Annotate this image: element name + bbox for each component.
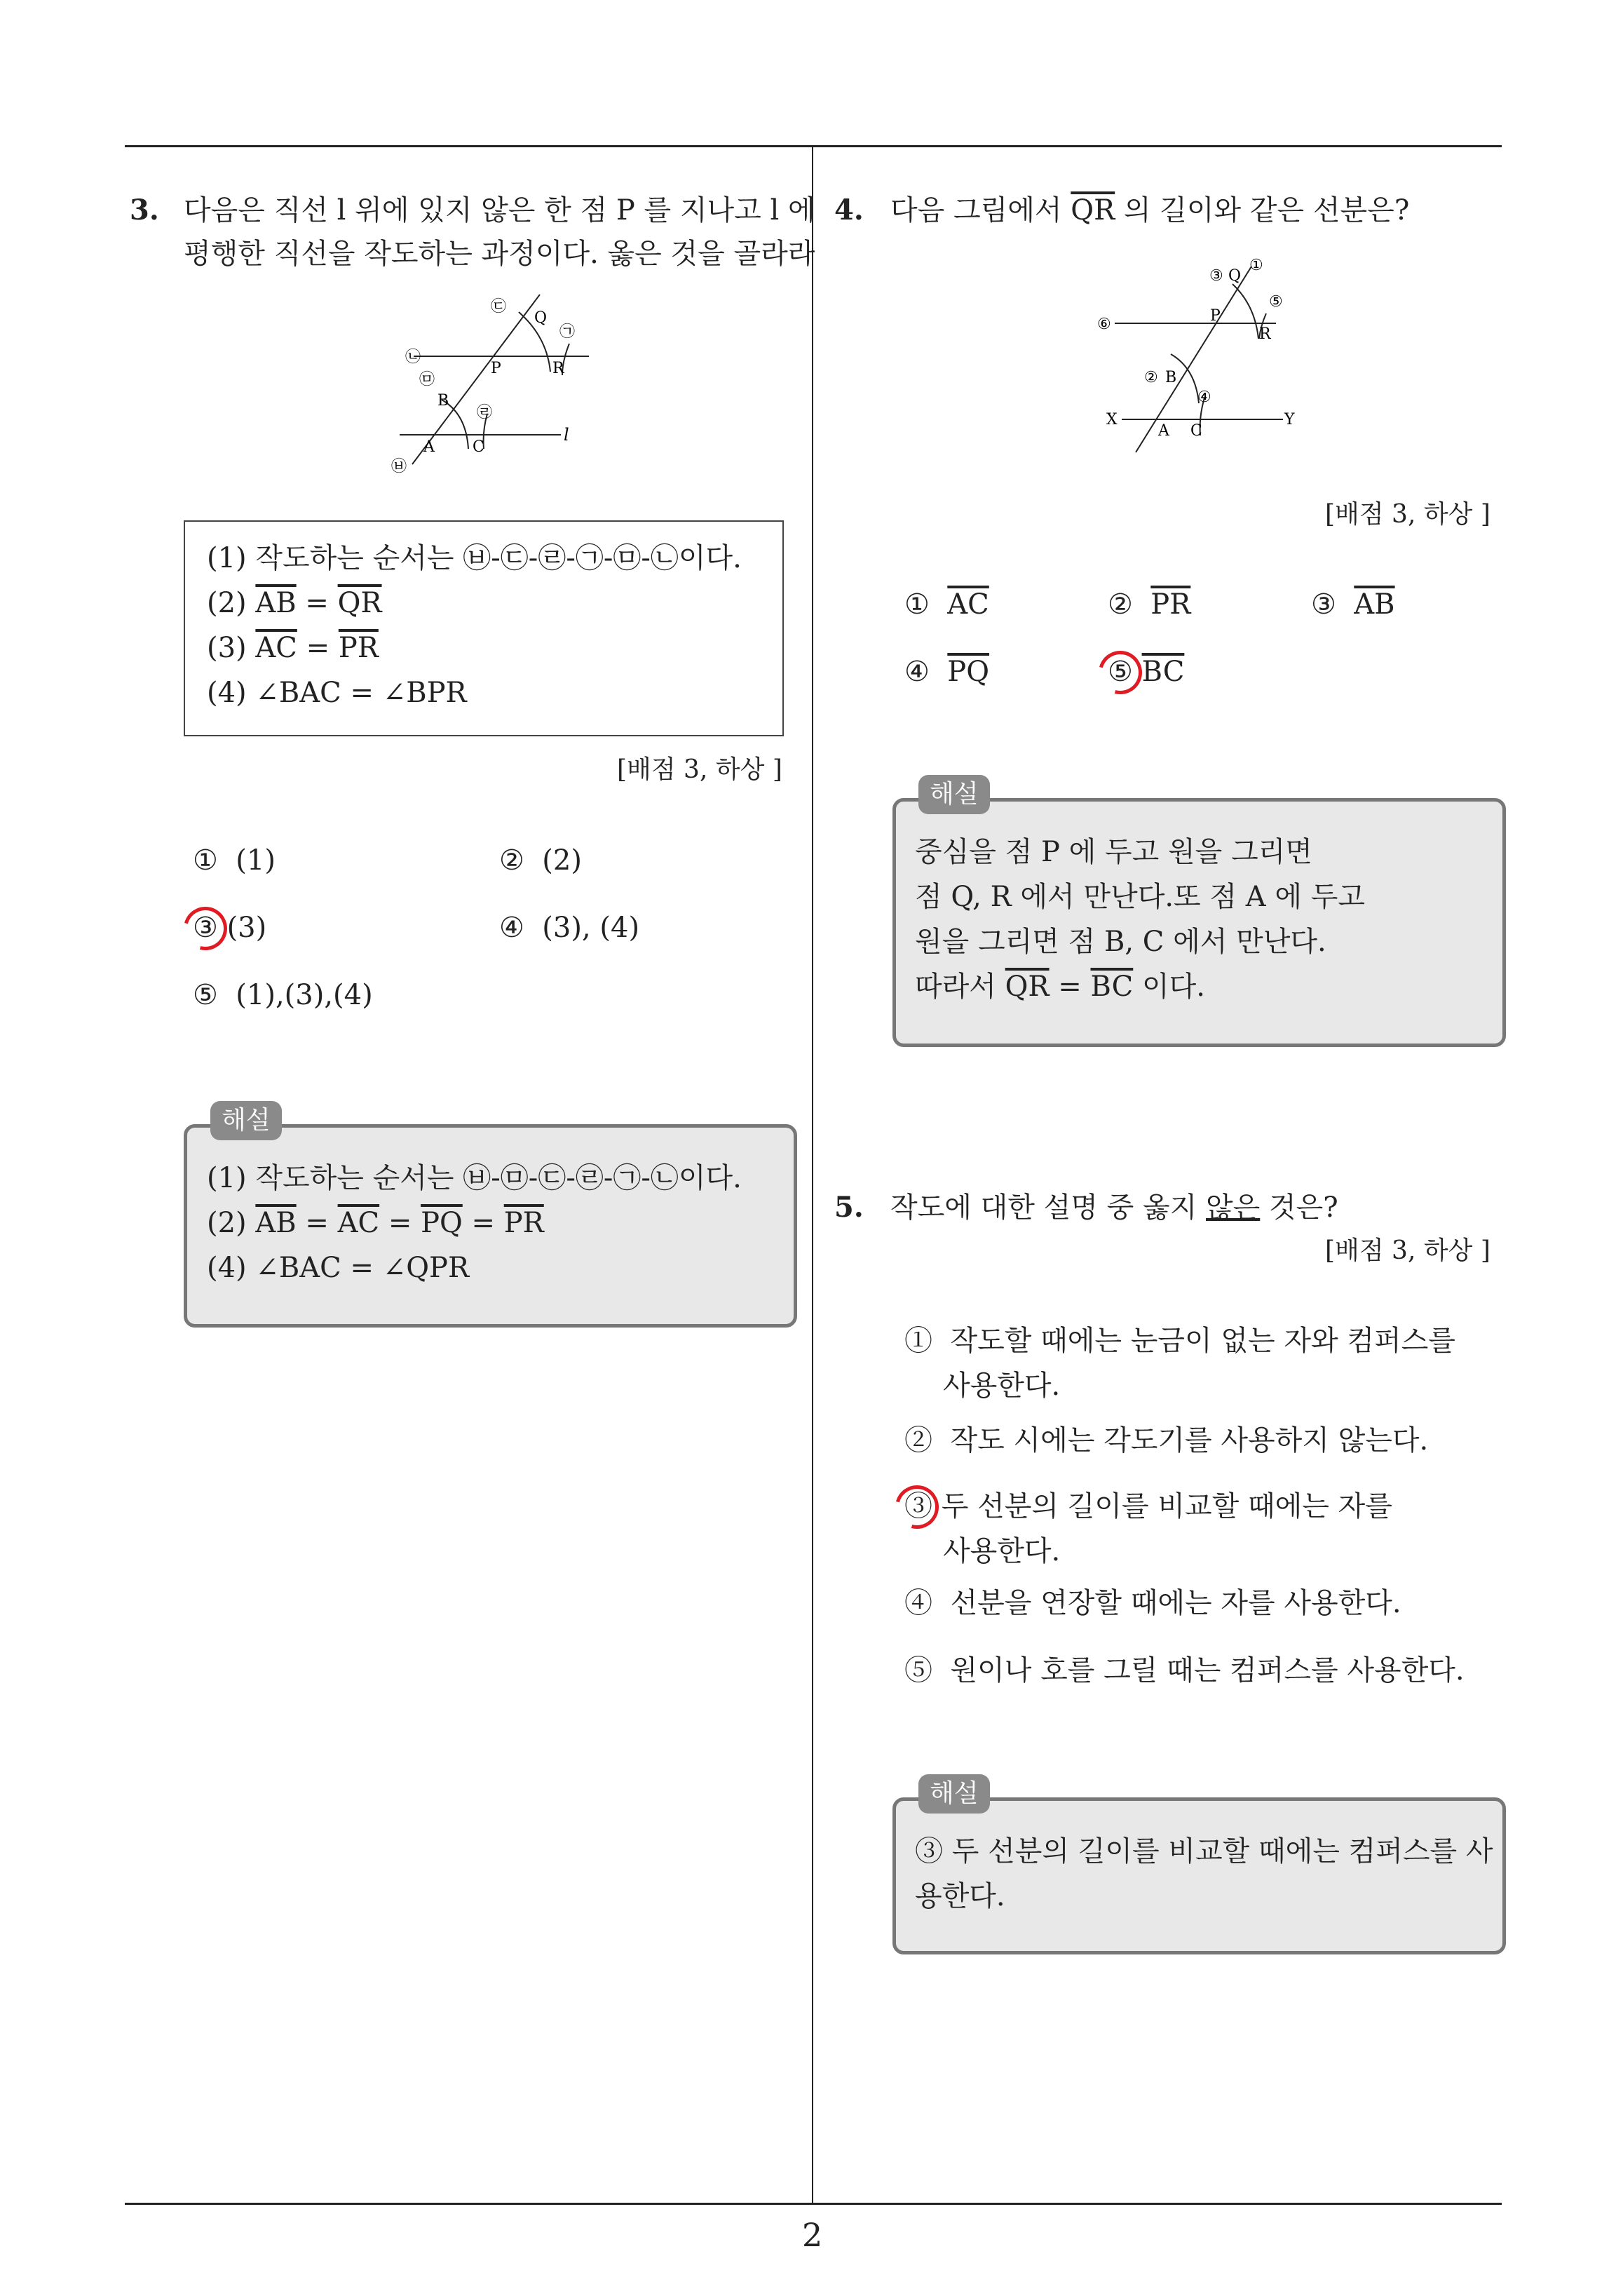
q3-fig-c1: ㉠ [559, 323, 576, 341]
q3-stem-line1: 다음은 직선 l 위에 있지 않은 한 점 P 를 지나고 l 에 [184, 194, 815, 227]
q5-stem: 작도에 대한 설명 중 옳지 않은 것은? [890, 1191, 1338, 1224]
q4-solution-line-3: 원을 그리면 점 B, C 에서 만난다. [915, 926, 1326, 958]
q3-choice-5[interactable]: ⑤ (1),(3),(4) [193, 979, 373, 1011]
q4-choice-3[interactable]: ③ $\overline{AB}$ [1311, 588, 1395, 621]
q3-choice-4[interactable]: ④ (3), (4) [499, 912, 640, 944]
q5-choice-5[interactable]: ⑤ 원이나 호를 그릴 때는 컴퍼스를 사용한다. [904, 1654, 1465, 1687]
q3-statement-2: (2) $\overline{AB} = \overline{QR}$ [207, 587, 382, 619]
q4-solution-line-4: 따라서 $\overline{QR} = \overline{BC}$ 이다. [915, 971, 1205, 1003]
q3-fig-c5: ㉤ [419, 371, 435, 389]
q5-choice-2[interactable]: ② 작도 시에는 각도기를 사용하지 않는다. [904, 1424, 1429, 1457]
q3-solution-line-2: (2) $\overline{AB} = \overline{AC} = \overline{PQ} = \overline{PR}$ [207, 1207, 544, 1239]
q4-choice-2[interactable]: ② $\overline{PR}$ [1108, 588, 1191, 621]
q5-solution-line-1: ③ 두 선분의 길이를 비교할 때에는 컴퍼스를 사 [915, 1835, 1493, 1868]
q3-statement-3: (3) $\overline{AC} = \overline{PR}$ [207, 632, 379, 664]
q5-choice-3[interactable]: ③ 두 선분의 길이를 비교할 때에는 자를 [904, 1490, 1392, 1522]
q3-number: 3. [130, 194, 159, 227]
bottom-rule [125, 2203, 1502, 2205]
q4-fig-Y: Y [1284, 411, 1295, 428]
q5-score: [배점 3, 하상 ] [1325, 1236, 1490, 1265]
q4-fig-A: A [1158, 422, 1169, 440]
q5-choice-1-cont: 사용한다. [943, 1370, 1061, 1402]
q4-number: 4. [834, 194, 864, 227]
q3-fig-c6: ㉥ [391, 458, 407, 475]
q4-choice-5[interactable]: ⑤ $\overline{BC}$ [1108, 656, 1185, 688]
q5-choice-3-cont: 사용한다. [943, 1535, 1061, 1567]
q3-fig-Q: Q [534, 309, 548, 327]
q4-choice-4[interactable]: ④ $\overline{PQ}$ [904, 656, 990, 688]
q3-solution-tag: 해설 [210, 1101, 282, 1140]
q4-fig-C: C [1190, 422, 1202, 440]
column-divider [812, 145, 813, 2203]
q4-fig-P: P [1210, 307, 1221, 325]
top-rule [125, 145, 1502, 147]
q4-fig-n2: ② [1144, 369, 1158, 386]
q5-choice-1[interactable]: ① 작도할 때에는 눈금이 없는 자와 컴퍼스를 [904, 1325, 1455, 1357]
q4-fig-n1: ① [1249, 257, 1263, 274]
q4-fig-n5: ⑤ [1269, 293, 1283, 311]
q5-choice-4[interactable]: ④ 선분을 연장할 때에는 자를 사용한다. [904, 1587, 1401, 1619]
q3-solution-line-3: (4) ∠BAC = ∠QPR [207, 1252, 470, 1284]
q4-choice-1[interactable]: ① $\overline{AC}$ [904, 588, 989, 621]
q3-choice-2[interactable]: ② (2) [499, 844, 582, 877]
q3-fig-P: P [491, 360, 501, 377]
q3-score: [배점 3, 하상 ] [617, 755, 782, 784]
q4-fig-n3: ③ [1209, 267, 1223, 285]
q4-fig-Q: Q [1228, 267, 1242, 285]
q3-stem-line2: 평행한 직선을 작도하는 과정이다. 옳은 것을 골라라 [184, 238, 815, 270]
q4-solution-line-1: 중심을 점 P 에 두고 원을 그리면 [915, 836, 1312, 868]
q3-choice-1[interactable]: ① (1) [193, 844, 276, 877]
page-number: 2 [802, 2216, 823, 2254]
q3-statement-1: (1) 작도하는 순서는 ㉥-㉢-㉣-㉠-㉤-㉡이다. [207, 542, 742, 574]
q5-number: 5. [834, 1191, 864, 1224]
q3-statement-4: (4) ∠BAC = ∠BPR [207, 677, 467, 709]
q3-fig-C: C [473, 438, 484, 456]
q4-fig-n6: ⑥ [1097, 316, 1111, 333]
q3-fig-c4: ㉣ [477, 404, 493, 421]
q4-fig-R: R [1259, 325, 1271, 343]
q3-fig-c3: ㉢ [491, 298, 507, 316]
q3-choice-3[interactable]: ③ (3) [193, 912, 267, 944]
q3-construction-figure [379, 281, 617, 484]
q4-solution-tag: 해설 [918, 775, 990, 814]
q4-solution-line-2: 점 Q, R 에서 만난다.또 점 A 에 두고 [915, 881, 1365, 913]
q3-fig-l: l [564, 425, 569, 445]
q4-fig-B: B [1165, 369, 1177, 386]
q4-score: [배점 3, 하상 ] [1325, 500, 1490, 529]
q3-fig-c2: ㉡ [405, 349, 421, 366]
q5-solution-tag: 해설 [918, 1774, 990, 1814]
q4-fig-X: X [1106, 411, 1118, 428]
q3-fig-A: A [423, 438, 435, 456]
q4-stem: 다음 그림에서 $\overline{QR}$ 의 길이와 같은 선분은? [890, 194, 1410, 227]
q5-solution-line-2: 용한다. [915, 1880, 1005, 1912]
q3-solution-line-1: (1) 작도하는 순서는 ㉥-㉤-㉢-㉣-㉠-㉡이다. [207, 1162, 742, 1194]
q3-fig-R: R [552, 360, 564, 377]
q4-fig-n4: ④ [1197, 389, 1211, 406]
q3-fig-B: B [437, 392, 449, 410]
q4-construction-figure [1094, 249, 1311, 459]
